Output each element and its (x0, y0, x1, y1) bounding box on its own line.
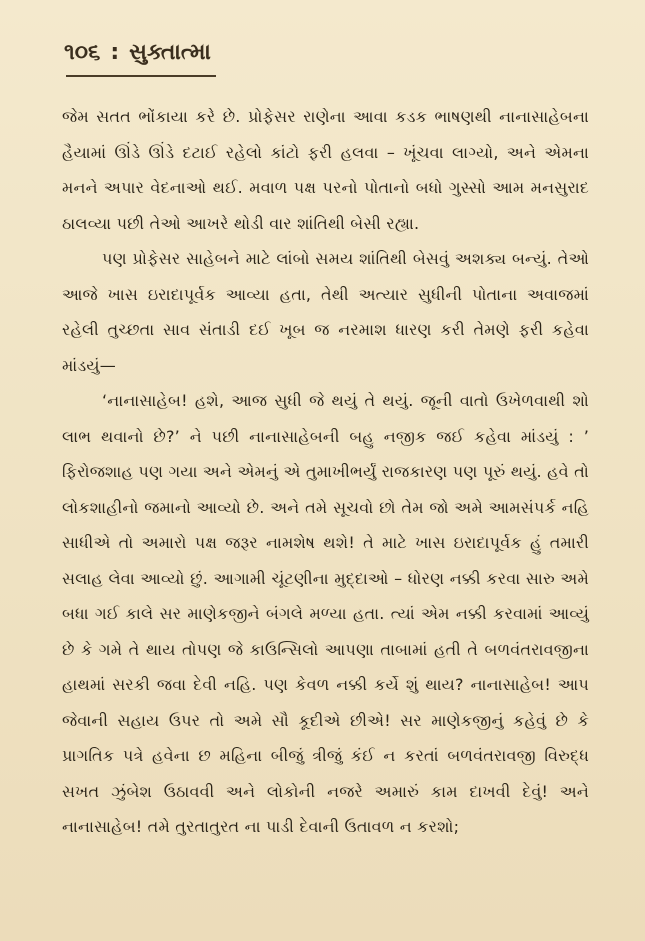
paragraph-1: જેમ સતત ભોંકાયા કરે છે. પ્રોફેસર રાણેના આવા કડક ભાષણથી નાનાસાહેબના હૈયામાં ઊંડે ઊંડે દટાઈ રહેલો કાંટો ફરી હલવા – ખૂંચવા લાગ્યો, અને એમના મનને અપાર વેદનાઓ થઈ. મવાળ પક્ષ પરનો પોતાનો બધો ગુસ્સો આમ મનસુરાદ ઠાલવ્યા પછી તેઓ આખરે થોડી વાર શાંતિથી બેસી રહ્યા. (62, 107, 589, 233)
paragraph-3: ‘નાનાસાહેબ! હશે, આજ સુધી જે થયું તે થયું. જૂની વાતો ઉખેળવાથી શો લાભ થવાનો છે?’ ને પછી નાનાસાહેબની બહુ નજીક જઈ કહેવા માંડયું : ’ ફિરોજશાહ પણ ગયા અને એમનું એ તુમાખીભર્યું રાજકારણ પણ પૂરું થયું. હવે તો લોકશાહીનો જમાનો આવ્યો છે. અને તમે સૂચવો છો તેમ જો અમે આમસંપર્ક નહિ સાધીએ તો અમારો પક્ષ જરૂર નામશેષ થશે! તે માટે ખાસ ઇરાદાપૂર્વક હું તમારી સલાહ લેવા આવ્યો છું. આગામી ચૂંટણીના મુદ્દાઓ – ધોરણ નક્કી કરવા સારુ અમે બધા ગઈ કાલે સર માણેકજીને બંગલે મળ્યા હતા. ત્યાં એમ નક્કી કરવામાં આવ્યું છે કે ગમે તે થાય તોપણ જે કાઉન્સિલો આપણા તાબામાં હતી તે બળવંતરાવજીના હાથમાં સરકી જવા દેવી નહિ. પણ કેવળ નક્કી કર્યે શું થાય? નાનાસાહેબ! આપ જેવાની સહાય ઉપર તો અમે સૌ કૂદીએ છીએ! સર માણેકજીનું કહેવું છે કે પ્રાગતિક પત્રે હવેના છ મહિના બીજું ત્રીજું કંઈ ન કરતાં બળવંતરાવજી વિરુદ્ધ સખત ઝુંબેશ ઉઠાવવી અને લોકોની નજરે અમારું કામ દાખવી દેવું! અને નાનાસાહેબ! તમે તુરતાતુરત ના પાડી દેવાની ઉતાવળ ન કરશો; (62, 391, 589, 836)
book-title: સુક્તાત્મા (129, 40, 211, 65)
paragraph-2: પણ પ્રોફેસર સાહેબને માટે લાંબો સમય શાંતિથી બેસવું અશક્ય બન્યું. તેઓ આજે ખાસ ઇરાદાપૂર્વક આવ્યા હતા, તેથી અત્યાર સુધીની પોતાના અવાજમાં રહેલી તુચ્છતા સાવ સંતાડી દઈ ખૂબ જ નરમાશ ધારણ કરી તેમણે ફરી કહેવા માંડયું— (62, 249, 589, 375)
running-header (64, 40, 589, 65)
header-underline (66, 67, 216, 77)
page-number: ૧૦૬ (64, 40, 101, 65)
header-separator: : (110, 40, 120, 65)
